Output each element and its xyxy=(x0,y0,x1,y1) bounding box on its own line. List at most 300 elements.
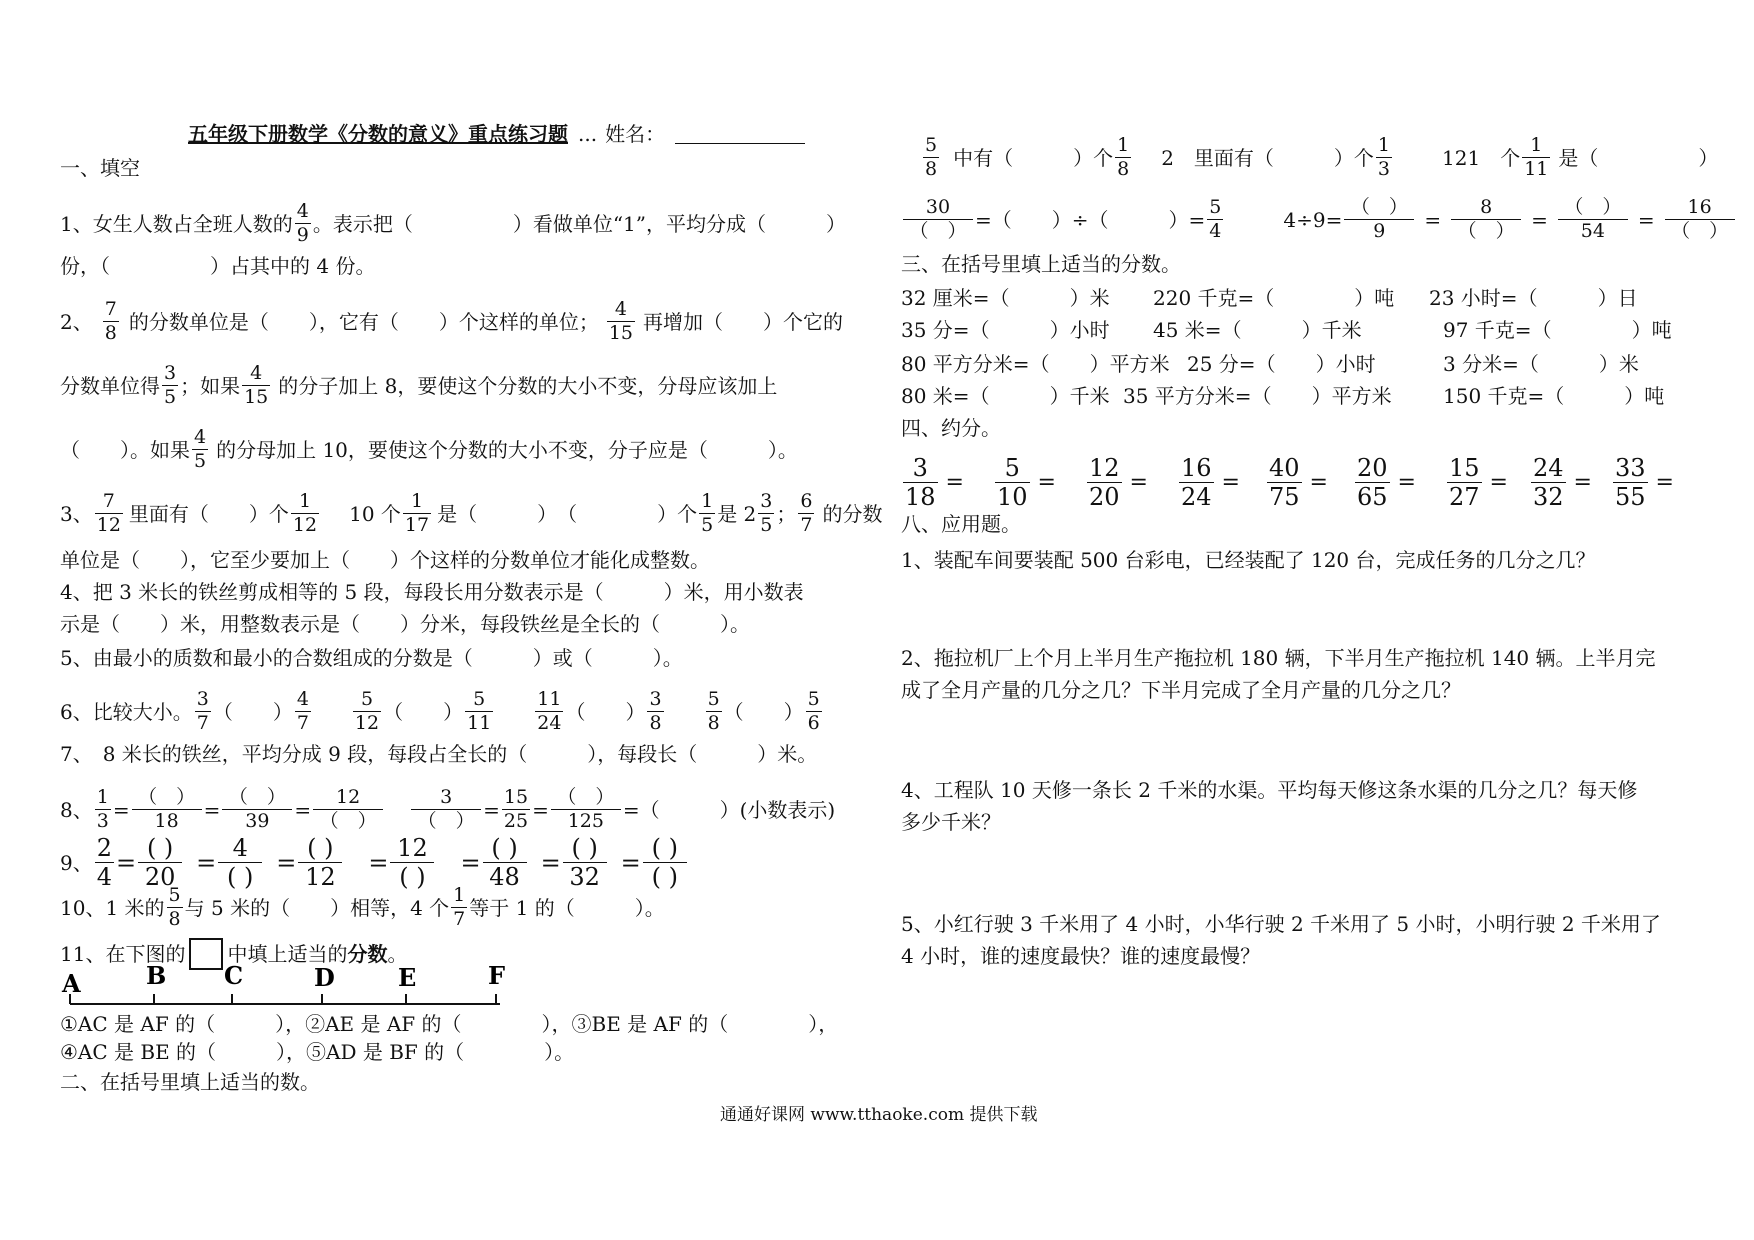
equals: = xyxy=(1655,469,1674,495)
q8-fraction-1 xyxy=(95,788,111,831)
conversion-item: 35 分=（ ）小时 xyxy=(901,318,1110,342)
numerator: 5 xyxy=(1209,196,1222,218)
problem-5-line-1: 5、小红行驶 3 千米用了 4 小时，小华行驶 2 千米用了 5 小时，小明行驶 2 千米用了 xyxy=(901,912,1661,936)
q3-fraction-6 xyxy=(798,492,814,535)
equals: = xyxy=(1637,207,1655,232)
section-2-row-2 xyxy=(901,198,1737,241)
numerator: ( ) xyxy=(307,834,334,862)
denominator: 18 xyxy=(905,483,936,511)
numerator: 1 xyxy=(1377,134,1391,156)
denominator: 8 xyxy=(168,908,181,930)
conversion-row-1 xyxy=(901,284,1638,312)
denominator: 4 xyxy=(96,863,113,891)
q8-number: 8、 xyxy=(60,797,93,822)
section-2-row-1 xyxy=(921,136,1718,179)
reduce-item xyxy=(1085,456,1177,509)
q6-fraction-5 xyxy=(535,690,563,733)
denominator: 54 xyxy=(1558,219,1628,241)
q3-fraction-2 xyxy=(291,492,319,535)
q8-fraction-7 xyxy=(551,788,621,831)
numerator: 33 xyxy=(1615,454,1646,482)
denominator: （ ） xyxy=(1451,219,1521,241)
reduce-item xyxy=(901,456,993,509)
denominator: 24 xyxy=(537,712,562,734)
question-1-line-1 xyxy=(60,202,846,245)
point-label-c: C xyxy=(224,964,244,990)
q3-text-b: 里面有（ ）个 xyxy=(128,501,289,526)
numerator: 12 xyxy=(397,834,428,862)
denominator: 5 xyxy=(164,386,177,408)
numerator: 16 xyxy=(1687,196,1712,218)
q2-fraction-3 xyxy=(162,364,178,407)
q9-fraction-7 xyxy=(563,836,607,889)
equals: = xyxy=(1573,469,1592,495)
denominator: 8 xyxy=(104,322,117,344)
equals: = xyxy=(1129,469,1148,495)
denominator: 11 xyxy=(467,712,492,734)
r2-fraction-2 xyxy=(1207,198,1223,241)
denominator: 12 xyxy=(96,514,121,536)
denominator: 8 xyxy=(707,712,720,734)
denominator: （ ） xyxy=(411,809,481,831)
q9-fraction-3 xyxy=(218,836,262,889)
q6-blank-3[interactable]: （ ） xyxy=(565,699,646,724)
denominator: 55 xyxy=(1615,483,1646,511)
denominator: （ ） xyxy=(1665,219,1735,241)
numerator: 1 xyxy=(701,490,714,512)
numerator: 5 xyxy=(807,688,820,710)
conversion-item: 80 米=（ ）千米 xyxy=(901,384,1110,408)
q8-end: =（ ）(小数表示) xyxy=(622,797,836,822)
denominator: 20 xyxy=(1089,483,1120,511)
reduce-fraction xyxy=(1613,456,1648,509)
numerator: 4 xyxy=(232,834,248,862)
q3-fraction-1 xyxy=(95,492,123,535)
q9-fraction-6 xyxy=(483,836,527,889)
reduce-fraction xyxy=(1087,456,1122,509)
numerator: 7 xyxy=(104,298,117,320)
denominator: 125 xyxy=(551,809,621,831)
denominator: 7 xyxy=(296,712,309,734)
denominator: （ ） xyxy=(903,219,973,241)
conversion-item: 150 千克=（ ）吨 xyxy=(1443,384,1665,408)
r1-fraction-2 xyxy=(1115,136,1131,179)
numerator: 5 xyxy=(360,688,374,710)
q3-fraction-4 xyxy=(699,492,715,535)
numerator: 1 xyxy=(298,490,312,512)
point-label-a: A xyxy=(62,969,81,998)
q8-fraction-6 xyxy=(502,788,530,831)
q6-fraction-1 xyxy=(195,690,211,733)
denominator: 5 xyxy=(760,514,773,536)
numerator: 3 xyxy=(649,688,662,710)
denominator: 18 xyxy=(132,809,202,831)
q10-text-a: 10、1 米的 xyxy=(60,895,165,920)
question-2-line-2 xyxy=(60,364,777,407)
conversion-item: 23 小时=（ ）日 xyxy=(1429,286,1638,310)
question-10 xyxy=(60,886,665,929)
title-dots: ... xyxy=(578,122,598,146)
q9-fraction-4 xyxy=(298,836,342,889)
r2-text-b: 4÷9= xyxy=(1283,207,1343,232)
problem-5-line-2: 4 小时，谁的速度最快？谁的速度最慢？ xyxy=(901,944,1261,968)
numerator: 4 xyxy=(194,426,207,448)
denominator: 12 xyxy=(354,712,380,734)
denominator: 12 xyxy=(298,862,342,889)
reduce-fraction xyxy=(1267,456,1302,509)
equals: = xyxy=(460,848,481,877)
denominator: 10 xyxy=(997,483,1028,511)
equals: = xyxy=(196,848,217,877)
conversion-item: 97 千克=（ ）吨 xyxy=(1443,318,1672,342)
numerator: 12 xyxy=(1089,454,1120,482)
denominator: 39 xyxy=(222,809,292,831)
q3-text-h: 的分数 xyxy=(822,501,883,526)
q2-fraction-5 xyxy=(192,428,208,471)
section-4-heading: 四、约分。 xyxy=(901,416,1001,440)
equals: = xyxy=(540,848,561,877)
section-2-heading: 二、在括号里填上适当的数。 xyxy=(60,1070,320,1094)
q6-fraction-4 xyxy=(465,690,493,733)
conversion-item: 25 分=（ ）小时 xyxy=(1187,352,1376,376)
conversion-row-4 xyxy=(901,382,1664,410)
denominator: ( ) xyxy=(390,862,434,889)
question-9 xyxy=(60,836,689,889)
question-2-line-3 xyxy=(60,428,798,471)
q2-text-d: 分数单位得 xyxy=(60,373,160,398)
equals: = xyxy=(112,797,130,822)
q11-text-d: 。 xyxy=(387,942,408,966)
problem-2-line-2: 成了全月产量的几分之几？下半月完成了全月产量的几分之几？ xyxy=(901,678,1461,702)
q3-fraction-5 xyxy=(758,492,774,535)
reduce-fraction xyxy=(1447,456,1482,509)
r2-fraction-4 xyxy=(1451,198,1521,241)
q9-fraction-8 xyxy=(643,836,687,889)
numerator: 1 xyxy=(1530,134,1543,156)
equals: = xyxy=(294,797,312,822)
equals: = xyxy=(276,848,297,877)
numerator: 4 xyxy=(296,688,309,710)
numerator: 7 xyxy=(102,490,115,512)
equals: = xyxy=(116,848,137,877)
numerator: 2 xyxy=(96,834,113,862)
q6-text: 6、比较大小。 xyxy=(60,699,193,724)
denominator: 32 xyxy=(1533,483,1564,511)
denominator: 3 xyxy=(96,810,109,832)
denominator: 65 xyxy=(1357,483,1388,511)
denominator: 17 xyxy=(404,514,430,536)
conversion-row-2 xyxy=(901,316,1672,344)
denominator: ( ) xyxy=(643,862,687,889)
q3-fraction-3 xyxy=(403,492,431,535)
equals: = xyxy=(203,797,221,822)
conversion-item: 32 厘米=（ ）米 xyxy=(901,286,1110,310)
q3-text-g: ； xyxy=(776,501,797,526)
problem-4-line-1: 4、工程队 10 天修一条长 2 千米的水渠。平均每天修这条水渠的几分之几？每天修 xyxy=(901,778,1638,802)
equals: = xyxy=(1309,469,1328,495)
question-3-line-2: 单位是（ ），它至少要加上（ ）个这样的分数单位才能化成整数。 xyxy=(60,548,710,572)
denominator: 3 xyxy=(1377,158,1391,180)
worksheet-header xyxy=(188,120,805,148)
numerator: ( ) xyxy=(491,834,518,862)
r1-fraction-4 xyxy=(1522,136,1550,179)
numerator: 1 xyxy=(96,786,109,808)
equals: = xyxy=(483,797,500,822)
denominator: 11 xyxy=(1524,158,1549,180)
reduce-item xyxy=(1445,456,1529,509)
q10-fraction-1 xyxy=(167,886,183,929)
q6-fraction-8 xyxy=(806,690,822,733)
r1-text-a: 中有（ ）个 xyxy=(953,145,1114,170)
reduce-fraction xyxy=(1531,456,1566,509)
denominator: （ ） xyxy=(313,809,383,831)
numerator: （ ） xyxy=(1350,196,1408,218)
denominator: 12 xyxy=(292,514,318,536)
numerator: 8 xyxy=(1480,196,1493,218)
denominator: 7 xyxy=(800,514,813,536)
numerator: 5 xyxy=(473,688,486,710)
r2-fraction-3 xyxy=(1344,198,1414,241)
r2-fraction-5 xyxy=(1558,198,1628,241)
denominator: 6 xyxy=(807,712,820,734)
numerator: 4 xyxy=(250,362,263,384)
numerator: 16 xyxy=(1181,454,1212,482)
conversion-row-3 xyxy=(901,350,1639,378)
numerator: 4 xyxy=(614,298,627,320)
r1-fraction-1 xyxy=(923,136,939,179)
q6-blank-4[interactable]: （ ） xyxy=(723,699,804,724)
numerator: （ ） xyxy=(228,786,286,808)
equals: = xyxy=(1221,469,1240,495)
point-label-e: E xyxy=(398,964,417,992)
denominator: 8 xyxy=(1117,158,1130,180)
problem-1: 1、装配车间要装配 500 台彩电，已经装配了 120 台，完成任务的几分之几？ xyxy=(901,548,1596,572)
r1-text-c: 121 个 xyxy=(1442,145,1521,170)
q2-text-i: 的分母加上 10，要使这个分数的大小不变，分子应是（ ）。 xyxy=(216,437,798,462)
question-8 xyxy=(60,788,835,831)
equals: = xyxy=(1397,469,1416,495)
numerator: 3 xyxy=(912,454,928,482)
numerator: 30 xyxy=(925,196,951,218)
section-1-heading: 一、填空 xyxy=(60,156,140,180)
q9-fraction-1 xyxy=(95,836,114,889)
denominator: 48 xyxy=(483,862,527,889)
worksheet-title: 五年级下册数学《分数的意义》重点练习题 xyxy=(188,122,568,146)
denominator: 7 xyxy=(196,712,209,734)
q6-blank-2[interactable]: （ ） xyxy=(383,699,464,724)
numerator: 5 xyxy=(707,688,720,710)
numerator: （ ） xyxy=(557,786,615,808)
denominator: 5 xyxy=(194,450,207,472)
numerator: 3 xyxy=(760,490,773,512)
denominator: 9 xyxy=(296,224,309,246)
q1-text-b: 。表示把（ ）看做单位“1”，平均分成（ ） xyxy=(312,211,847,236)
q2-text-e: ；如果 xyxy=(180,373,241,398)
q8-fraction-2 xyxy=(132,788,202,831)
numerator: 1 xyxy=(1117,134,1130,156)
r1-text-b: 2 里面有（ ）个 xyxy=(1161,145,1374,170)
question-6 xyxy=(60,690,824,733)
denominator: 15 xyxy=(244,386,269,408)
q1-text-a: 1、女生人数占全班人数的 xyxy=(60,211,293,236)
number-line xyxy=(60,964,510,1008)
conversion-item: 80 平方分米=（ ）平方米 xyxy=(901,352,1170,376)
denominator: 7 xyxy=(453,908,466,930)
q6-fraction-7 xyxy=(706,690,722,733)
q8-fraction-5 xyxy=(411,788,481,831)
q9-fraction-5 xyxy=(390,836,434,889)
reduce-fraction xyxy=(903,456,938,509)
numerator: 4 xyxy=(296,200,309,222)
r2-text-a: =（ ）÷（ ）= xyxy=(975,207,1206,232)
numerator: ( ) xyxy=(146,834,174,862)
q2-text-g: 的分子加上 8，要使这个分数的大小不变，分母应该加上 xyxy=(278,373,778,398)
q2-number: 2、 xyxy=(60,309,93,334)
q3-text-c: 10 个 xyxy=(349,501,401,526)
equals: = xyxy=(1489,469,1508,495)
reduce-item xyxy=(1529,456,1611,509)
conversion-item: 3 分米=（ ）米 xyxy=(1443,352,1639,376)
numerator: 1 xyxy=(410,490,424,512)
denominator: 5 xyxy=(701,514,714,536)
numerator: （ ） xyxy=(138,786,196,808)
numerator: 6 xyxy=(800,490,813,512)
denominator: 15 xyxy=(608,322,634,344)
name-blank[interactable] xyxy=(675,125,805,144)
r2-fraction-6 xyxy=(1665,198,1735,241)
denominator: 4 xyxy=(1209,220,1222,242)
point-label-d: D xyxy=(314,964,335,992)
q1-fraction xyxy=(295,202,311,245)
q6-fraction-3 xyxy=(353,690,381,733)
reduce-item xyxy=(1611,456,1674,509)
reduce-item xyxy=(993,456,1085,509)
question-4-line-2: 示是（ ）米，用整数表示是（ ）分米，每段铁丝是全长的（ ）。 xyxy=(60,612,750,636)
name-label: 姓名： xyxy=(605,122,666,146)
section-3-heading: 三、在括号里填上适当的分数。 xyxy=(901,252,1181,276)
q10-text-c: 等于 1 的（ ）。 xyxy=(469,895,665,920)
r1-fraction-3 xyxy=(1376,136,1392,179)
numerator: 3 xyxy=(196,688,209,710)
q2-fraction-1 xyxy=(103,300,119,343)
numerator: ( ) xyxy=(571,834,598,862)
q8-fraction-3 xyxy=(222,788,292,831)
numerator: 40 xyxy=(1269,454,1300,482)
numerator: 20 xyxy=(1357,454,1388,482)
numerator: 15 xyxy=(1449,454,1480,482)
question-4-line-1: 4、把 3 米长的铁丝剪成相等的 5 段，每段长用分数表示是（ ）米，用小数表 xyxy=(60,580,804,604)
point-label-f: F xyxy=(488,964,506,990)
q11-text-a: 11、在下图的 xyxy=(60,942,186,966)
r2-fraction-1 xyxy=(903,198,973,241)
q11-text-b: 中填上适当的 xyxy=(227,942,348,966)
conversion-item: 45 米=（ ）千米 xyxy=(1153,318,1362,342)
conversion-item: 35 平方分米=（ ）平方米 xyxy=(1123,384,1392,408)
denominator: 8 xyxy=(649,712,662,734)
equals: = xyxy=(368,848,389,877)
question-7: 7、 8 米长的铁丝，平均分成 9 段，每段占全长的（ ），每段长（ ）米。 xyxy=(60,742,818,766)
question-11-sub-1: ①AC 是 AF 的（ ），②AE 是 AF 的（ ），③BE 是 AF 的（ ）， xyxy=(60,1012,839,1036)
q10-fraction-2 xyxy=(451,886,467,929)
numerator: 24 xyxy=(1533,454,1564,482)
numerator: 3 xyxy=(164,362,177,384)
right-column xyxy=(895,0,1735,1000)
numerator: 11 xyxy=(537,688,562,710)
conversion-item: 220 千克=（ ）吨 xyxy=(1153,286,1395,310)
equals: = xyxy=(1424,207,1442,232)
numerator: ( ) xyxy=(651,834,678,862)
question-5: 5、由最小的质数和最小的合数组成的分数是（ ）或（ ）。 xyxy=(60,646,683,670)
denominator: 25 xyxy=(503,810,529,832)
denominator: 9 xyxy=(1344,219,1414,241)
question-2-line-1 xyxy=(60,300,843,343)
q3-number: 3、 xyxy=(60,501,93,526)
denominator: 27 xyxy=(1449,483,1480,511)
equals: = xyxy=(1531,207,1548,232)
q6-fraction-6 xyxy=(647,690,663,733)
numerator: 5 xyxy=(925,134,938,156)
equals: = xyxy=(945,469,964,495)
equals: = xyxy=(620,848,641,877)
q9-number: 9、 xyxy=(60,850,93,875)
equals: = xyxy=(532,797,549,822)
q6-fraction-2 xyxy=(295,690,311,733)
q2-text-b: 的分数单位是（ ），它有（ ）个这样的单位； xyxy=(128,309,599,334)
left-column xyxy=(0,0,883,1120)
reduce-item xyxy=(1177,456,1265,509)
denominator: ( ) xyxy=(218,862,262,889)
q2-fraction-4 xyxy=(242,364,270,407)
q9-fraction-2 xyxy=(138,836,182,889)
q8-fraction-4 xyxy=(313,788,383,831)
reduce-fraction xyxy=(995,456,1030,509)
reduce-fraction xyxy=(1179,456,1214,509)
denominator: 75 xyxy=(1269,483,1300,511)
q3-text-e: 是 2 xyxy=(717,501,757,526)
q2-text-c: 再增加（ ）个它的 xyxy=(643,309,844,334)
reduce-fraction xyxy=(1355,456,1390,509)
q10-text-b: 与 5 米的（ ）相等，4 个 xyxy=(184,895,450,920)
footer-credit: 通通好课网 www.tthaoke.com 提供下载 xyxy=(720,1105,1038,1125)
question-3-line-1 xyxy=(60,492,882,535)
q6-blank-1[interactable]: （ ） xyxy=(212,699,293,724)
reduce-item xyxy=(1353,456,1445,509)
denominator: 20 xyxy=(138,862,182,889)
q3-text-d: 是（ ） （ ）个 xyxy=(437,501,698,526)
equals: = xyxy=(1037,469,1056,495)
question-11-sub-2: ④AC 是 BE 的（ ），⑤AD 是 BF 的（ ）。 xyxy=(60,1040,575,1064)
denominator: 8 xyxy=(925,158,938,180)
point-label-b: B xyxy=(146,964,167,990)
q2-text-h: （ ）。如果 xyxy=(60,437,190,462)
numerator: 1 xyxy=(453,884,466,906)
denominator: 24 xyxy=(1181,483,1212,511)
section-8-heading: 八、应用题。 xyxy=(901,512,1021,536)
numerator: 15 xyxy=(503,786,529,808)
numerator: 3 xyxy=(440,786,453,808)
q11-text-bold: 分数 xyxy=(347,942,388,966)
numerator: 12 xyxy=(336,786,361,808)
q2-fraction-2 xyxy=(607,300,635,343)
r1-text-d: 是（ ） xyxy=(1558,145,1719,170)
question-1-line-2: 份，（ ）占其中的 4 份。 xyxy=(60,254,376,278)
problem-2-line-1: 2、拖拉机厂上个月上半月生产拖拉机 180 辆，下半月生产拖拉机 140 辆。上半月完 xyxy=(901,646,1656,670)
denominator: 32 xyxy=(563,862,607,889)
numerator: （ ） xyxy=(1564,196,1622,218)
problem-4-line-2: 多少千米？ xyxy=(901,810,1001,834)
numerator: 5 xyxy=(168,884,181,906)
numerator: 5 xyxy=(1004,454,1020,482)
